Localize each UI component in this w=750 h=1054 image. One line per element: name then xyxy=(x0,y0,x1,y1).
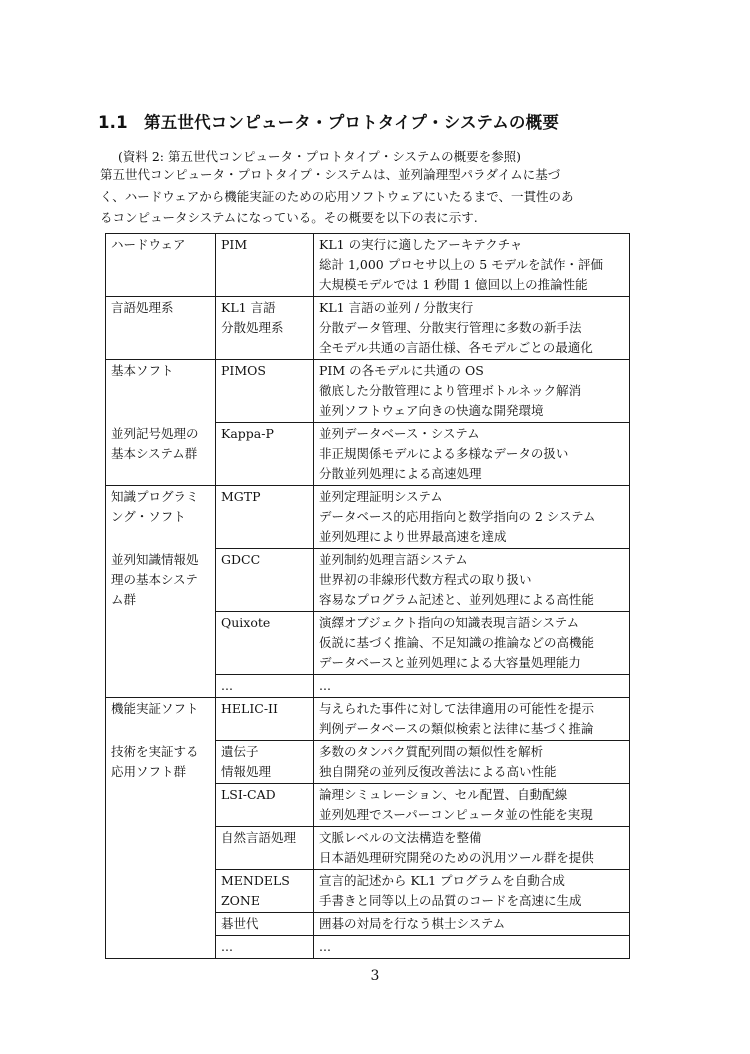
description-text: 並列ソフトウェア向きの快適な開発環境 xyxy=(319,403,544,418)
category-cell xyxy=(106,870,216,913)
table-row xyxy=(106,936,630,959)
system-text: 分散処理系 xyxy=(221,320,284,335)
category-cell xyxy=(106,784,216,827)
description-text: 独自開発の並列反復改善法による高い性能 xyxy=(319,764,557,779)
system-cell xyxy=(216,698,314,741)
system-cell xyxy=(216,549,314,612)
description-text: 非正規関係モデルによる多様なデータの扱い xyxy=(319,446,569,461)
category-text: ハードウェア xyxy=(111,237,186,252)
description-cell xyxy=(314,234,630,297)
description-cell xyxy=(314,423,630,486)
description-text: ... xyxy=(319,678,331,693)
system-text: Kappa-P xyxy=(221,426,274,441)
description-text: 総計 1,000 プロセサ以上の 5 モデルを試作・評価 xyxy=(319,257,604,272)
table-row xyxy=(106,612,630,675)
table-row xyxy=(106,870,630,913)
table-row xyxy=(106,675,630,698)
table-row xyxy=(106,741,630,784)
system-text: MENDELS xyxy=(221,873,290,888)
page-number: 3 xyxy=(370,968,380,984)
system-text: 情報処理 xyxy=(221,764,272,779)
category-cell xyxy=(106,936,216,959)
description-text: KL1 の実行に適したアーキテクチャ xyxy=(319,237,523,252)
category-text: ム群 xyxy=(111,591,137,607)
description-cell xyxy=(314,698,630,741)
description-cell xyxy=(314,612,630,675)
description-cell xyxy=(314,549,630,612)
description-text: データベースと並列処理による大容量処理能力 xyxy=(319,655,581,670)
description-text: 日本語処理研究開発のための汎用ツール群を提供 xyxy=(319,850,594,865)
description-cell xyxy=(314,360,630,423)
section-title: 第五世代コンピュータ・プロトタイプ・システムの概要 xyxy=(144,113,560,132)
table-row xyxy=(106,360,630,423)
table-row xyxy=(106,827,630,870)
system-cell xyxy=(216,297,314,360)
description-cell xyxy=(314,675,630,698)
description-text: KL1 言語の並列 / 分散実行 xyxy=(319,300,474,315)
paragraph-line: 第五世代コンピュータ・プロトタイプ・システムは、並列論理型パラダイムに基づ xyxy=(100,167,561,182)
system-cell xyxy=(216,423,314,486)
category-text: 技術を実証する xyxy=(111,743,199,759)
description-text: 並列データベース・システム xyxy=(319,426,480,441)
system-text: 自然言語処理 xyxy=(221,830,297,845)
intro-paragraph xyxy=(100,164,634,229)
description-cell xyxy=(314,913,630,936)
system-text: KL1 言語 xyxy=(221,300,276,315)
description-text: 並列処理により世界最高速を達成 xyxy=(319,529,507,544)
description-text: 分散並列処理による高速処理 xyxy=(319,466,482,481)
table-row xyxy=(106,234,630,297)
description-text: 分散データ管理、分散実行管理に多数の新手法 xyxy=(319,320,582,335)
category-cell xyxy=(106,297,216,360)
category-text: 並列知識情報処 xyxy=(111,551,199,567)
description-text: 判例データベースの類似検索と法律に基づく推論 xyxy=(319,721,594,736)
category-cell xyxy=(106,827,216,870)
system-cell xyxy=(216,784,314,827)
description-text: 並列定理証明システム xyxy=(319,489,443,504)
category-cell xyxy=(106,698,216,741)
system-text: Quixote xyxy=(221,615,271,630)
description-text: データベース的応用指向と数学指向の 2 システム xyxy=(319,509,596,524)
description-cell xyxy=(314,784,630,827)
category-cell xyxy=(106,675,216,698)
description-text: PIM の各モデルに共通の OS xyxy=(319,363,484,378)
description-text: 演繹オブジェクト指向の知識表現言語システム xyxy=(319,615,580,630)
source-note: (資料 2: 第五世代コンピュータ・プロトタイプ・システムの概要を参照) xyxy=(118,149,521,164)
system-text: 碁世代 xyxy=(221,916,259,931)
category-cell xyxy=(106,486,216,549)
table-row xyxy=(106,486,630,549)
system-cell xyxy=(216,827,314,870)
table-row xyxy=(106,913,630,936)
category-text: 応用ソフト群 xyxy=(111,763,187,779)
category-cell xyxy=(106,360,216,423)
system-text: PIMOS xyxy=(221,363,266,378)
description-cell xyxy=(314,870,630,913)
category-cell xyxy=(106,234,216,297)
description-text: ... xyxy=(319,939,331,954)
paragraph-line: く、ハードウェアから機能実証のための応用ソフトウェアにいたるまで、一貫性のあ xyxy=(100,188,574,204)
description-text: 並列処理でスーパーコンピュータ並の性能を実現 xyxy=(319,807,593,822)
description-text: 世界初の非線形代数方程式の取り扱い xyxy=(319,572,532,587)
category-cell xyxy=(106,423,216,486)
system-cell xyxy=(216,675,314,698)
category-text: ング・ソフト xyxy=(111,509,186,524)
system-cell xyxy=(216,612,314,675)
system-cell xyxy=(216,936,314,959)
system-cell xyxy=(216,486,314,549)
description-text: 宣言的記述から KL1 プログラムを自動合成 xyxy=(319,873,565,888)
description-text: 論理シミュレーション、セル配置、自動配線 xyxy=(319,787,568,802)
description-text: 与えられた事件に対して法律適用の可能性を提示 xyxy=(319,701,595,716)
description-cell xyxy=(314,827,630,870)
description-text: 文脈レベルの文法構造を整備 xyxy=(319,830,482,845)
table-row xyxy=(106,698,630,741)
category-text: 理の基本システ xyxy=(111,571,198,587)
system-text: PIM xyxy=(221,237,248,252)
description-text: 全モデル共通の言語仕様、各モデルごとの最適化 xyxy=(319,340,593,355)
system-text: ZONE xyxy=(221,893,260,908)
table-row xyxy=(106,784,630,827)
description-text: 容易なプログラム記述と、並列処理による高性能 xyxy=(319,592,594,607)
section-heading xyxy=(98,109,559,133)
section-number: 1.1 xyxy=(98,113,128,132)
description-text: 囲碁の対局を行なう棋士システム xyxy=(319,916,506,931)
table-row xyxy=(106,423,630,486)
system-cell xyxy=(216,360,314,423)
system-text: 遺伝子 xyxy=(221,744,259,759)
category-text: 並列記号処理の xyxy=(111,425,199,441)
paragraph-line: るコンピュータシステムになっている。その概要を以下の表に示す. xyxy=(100,210,478,225)
category-cell xyxy=(106,549,216,612)
description-text: 手書きと同等以上の品質のコードを高速に生成 xyxy=(319,893,582,908)
description-cell xyxy=(314,741,630,784)
category-text: 機能実証ソフト xyxy=(111,701,199,716)
system-text: HELIC-II xyxy=(221,701,278,716)
category-cell xyxy=(106,741,216,784)
description-cell xyxy=(314,486,630,549)
description-text: 多数のタンパク質配列間の類似性を解析 xyxy=(319,744,544,759)
description-text: 仮説に基づく推論、不足知識の推論などの高機能 xyxy=(319,635,595,650)
table-row xyxy=(106,297,630,360)
system-cell xyxy=(216,741,314,784)
category-cell xyxy=(106,913,216,936)
category-text: 知識プログラミ xyxy=(111,489,199,504)
description-text: 徹底した分散管理により管理ボトルネック解消 xyxy=(319,383,582,398)
system-text: ... xyxy=(221,678,233,693)
description-cell xyxy=(314,936,630,959)
table-row xyxy=(106,549,630,612)
description-cell xyxy=(314,297,630,360)
system-cell xyxy=(216,913,314,936)
category-text: 基本システム群 xyxy=(111,445,198,461)
category-cell xyxy=(106,612,216,675)
system-text: MGTP xyxy=(221,489,261,504)
system-text: GDCC xyxy=(221,552,261,567)
system-cell xyxy=(216,870,314,913)
category-text: 言語処理系 xyxy=(111,300,174,315)
description-text: 並列制約処理言語システム xyxy=(319,552,468,567)
description-text: 大規模モデルでは 1 秒間 1 億回以上の推論性能 xyxy=(319,277,588,292)
system-cell xyxy=(216,234,314,297)
system-text: ... xyxy=(221,939,233,954)
system-text: LSI-CAD xyxy=(221,787,276,802)
system-overview-table xyxy=(105,233,630,959)
category-text: 基本ソフト xyxy=(111,363,174,378)
